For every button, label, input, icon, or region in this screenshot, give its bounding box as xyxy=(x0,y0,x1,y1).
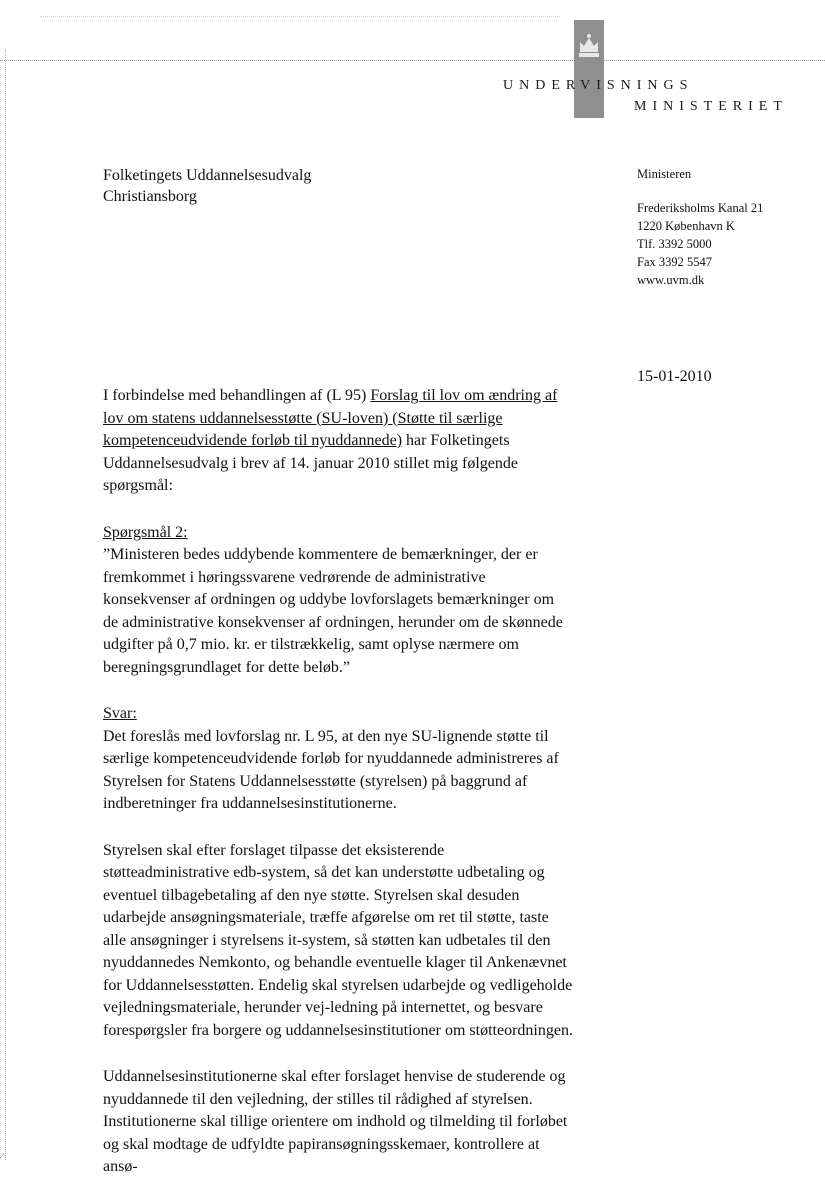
scan-artifact-line xyxy=(40,16,560,17)
answer-paragraph-3: Uddannelsesinstitutionerne skal efter forslaget henvise de studerende og nyuddannede til den vejledning, der stilles til rådighed af styrelsen. Institutionerne skal tillige orientere om indhold og tilmelding til forløbet og skal modtage de udfyldte papiransøgningsskemaer, kontrollere at ansø- xyxy=(103,1068,568,1175)
royal-crown-icon xyxy=(574,32,604,60)
answer-text-1: Det foreslås med lovforslag nr. L 95, at den nye SU-lignende støtte til særlige kompetenceudvidende forløb for nyuddannede administreres af Styrelsen for Statens Uddannelsesstøtte (styrelsen) på baggrund af indberetninger fra uddannelsesinstitutionerne. xyxy=(103,727,559,812)
sender-phone: Tlf. 3392 5000 xyxy=(637,237,712,251)
sender-fax: Fax 3392 5547 xyxy=(637,255,712,269)
scan-artifact-edge xyxy=(5,50,6,1160)
sender-block xyxy=(637,165,763,289)
question-paragraph xyxy=(103,522,573,680)
answer-paragraph-1 xyxy=(103,703,573,816)
letter-body xyxy=(103,385,573,1203)
question-text: ”Ministeren bedes uddybende kommentere de bemærkninger, der er fremkommet i høringssvarene vedrørende de administrative konsekvenser af ordningen og uddybe lovforslagets bemærkninger om de administrative konsekvenser af ordningen, herunder om de skønnede udgifter på 0,7 mio. kr. er tilstrækkelig, samt oplyse nærmere om beregningsgrundlaget for dette beløb.” xyxy=(103,546,563,676)
sender-role: Ministeren xyxy=(637,167,692,181)
recipient-block xyxy=(103,165,311,207)
ministry-logo xyxy=(574,20,604,118)
scan-artifact-line xyxy=(0,60,825,61)
sender-address2: 1220 København K xyxy=(637,219,735,233)
answer-paragraph-2: Styrelsen skal efter forslaget tilpasse det eksisterende støtteadministrative edb-system, så det kan understøtte udbetaling og eventuel tilbagebetaling af den nye støtte. Styrelsen skal desuden udarbejde ansøgningsmateriale, træffe afgørelse om ret til støtte, taste alle ansøgninger i styrelsens it-system, så støtten kan udbetales til den nyuddannedes Nemkonto, og behandle eventuelle klager til Ankenævnet for Uddannelsesstøtten. Endelig skal styrelsen udarbejde og vedligeholde vejledningsmateriale, herunder vej-ledning på internettet, og besvare forespørgsler fra borgere og uddannelsesinstitutioner om støtteordningen. xyxy=(103,841,573,1039)
sender-address1: Frederiksholms Kanal 21 xyxy=(637,201,764,215)
bill-title: Forslag til lov om ændring af lov om statens uddannelsesstøtte (SU-loven) (Støtte til særlige kompetenceudvidende forløb til nyuddannede) xyxy=(103,387,558,449)
recipient-name: Folketingets Uddannelsesudvalg xyxy=(103,167,312,184)
sender-web: www.uvm.dk xyxy=(637,273,705,287)
letter-date: 15-01-2010 xyxy=(637,368,712,385)
intro-before: I forbindelse med behandlingen af (L 95) xyxy=(103,387,371,404)
intro-paragraph xyxy=(103,385,573,498)
recipient-place: Christiansborg xyxy=(103,188,197,205)
intro-after: har Folketingets Uddannelsesudvalg i brev af 14. januar 2010 stillet mig følgende spørgsmål: xyxy=(103,432,519,494)
scan-corner-mark: ⁄ xyxy=(0,1150,3,1164)
question-heading: Spørgsmål 2: xyxy=(103,523,188,541)
answer-heading: Svar: xyxy=(103,705,137,722)
letterhead-line1: UNDERVISNINGS xyxy=(503,78,694,93)
letterhead-line2: MINISTERIET xyxy=(634,99,788,114)
